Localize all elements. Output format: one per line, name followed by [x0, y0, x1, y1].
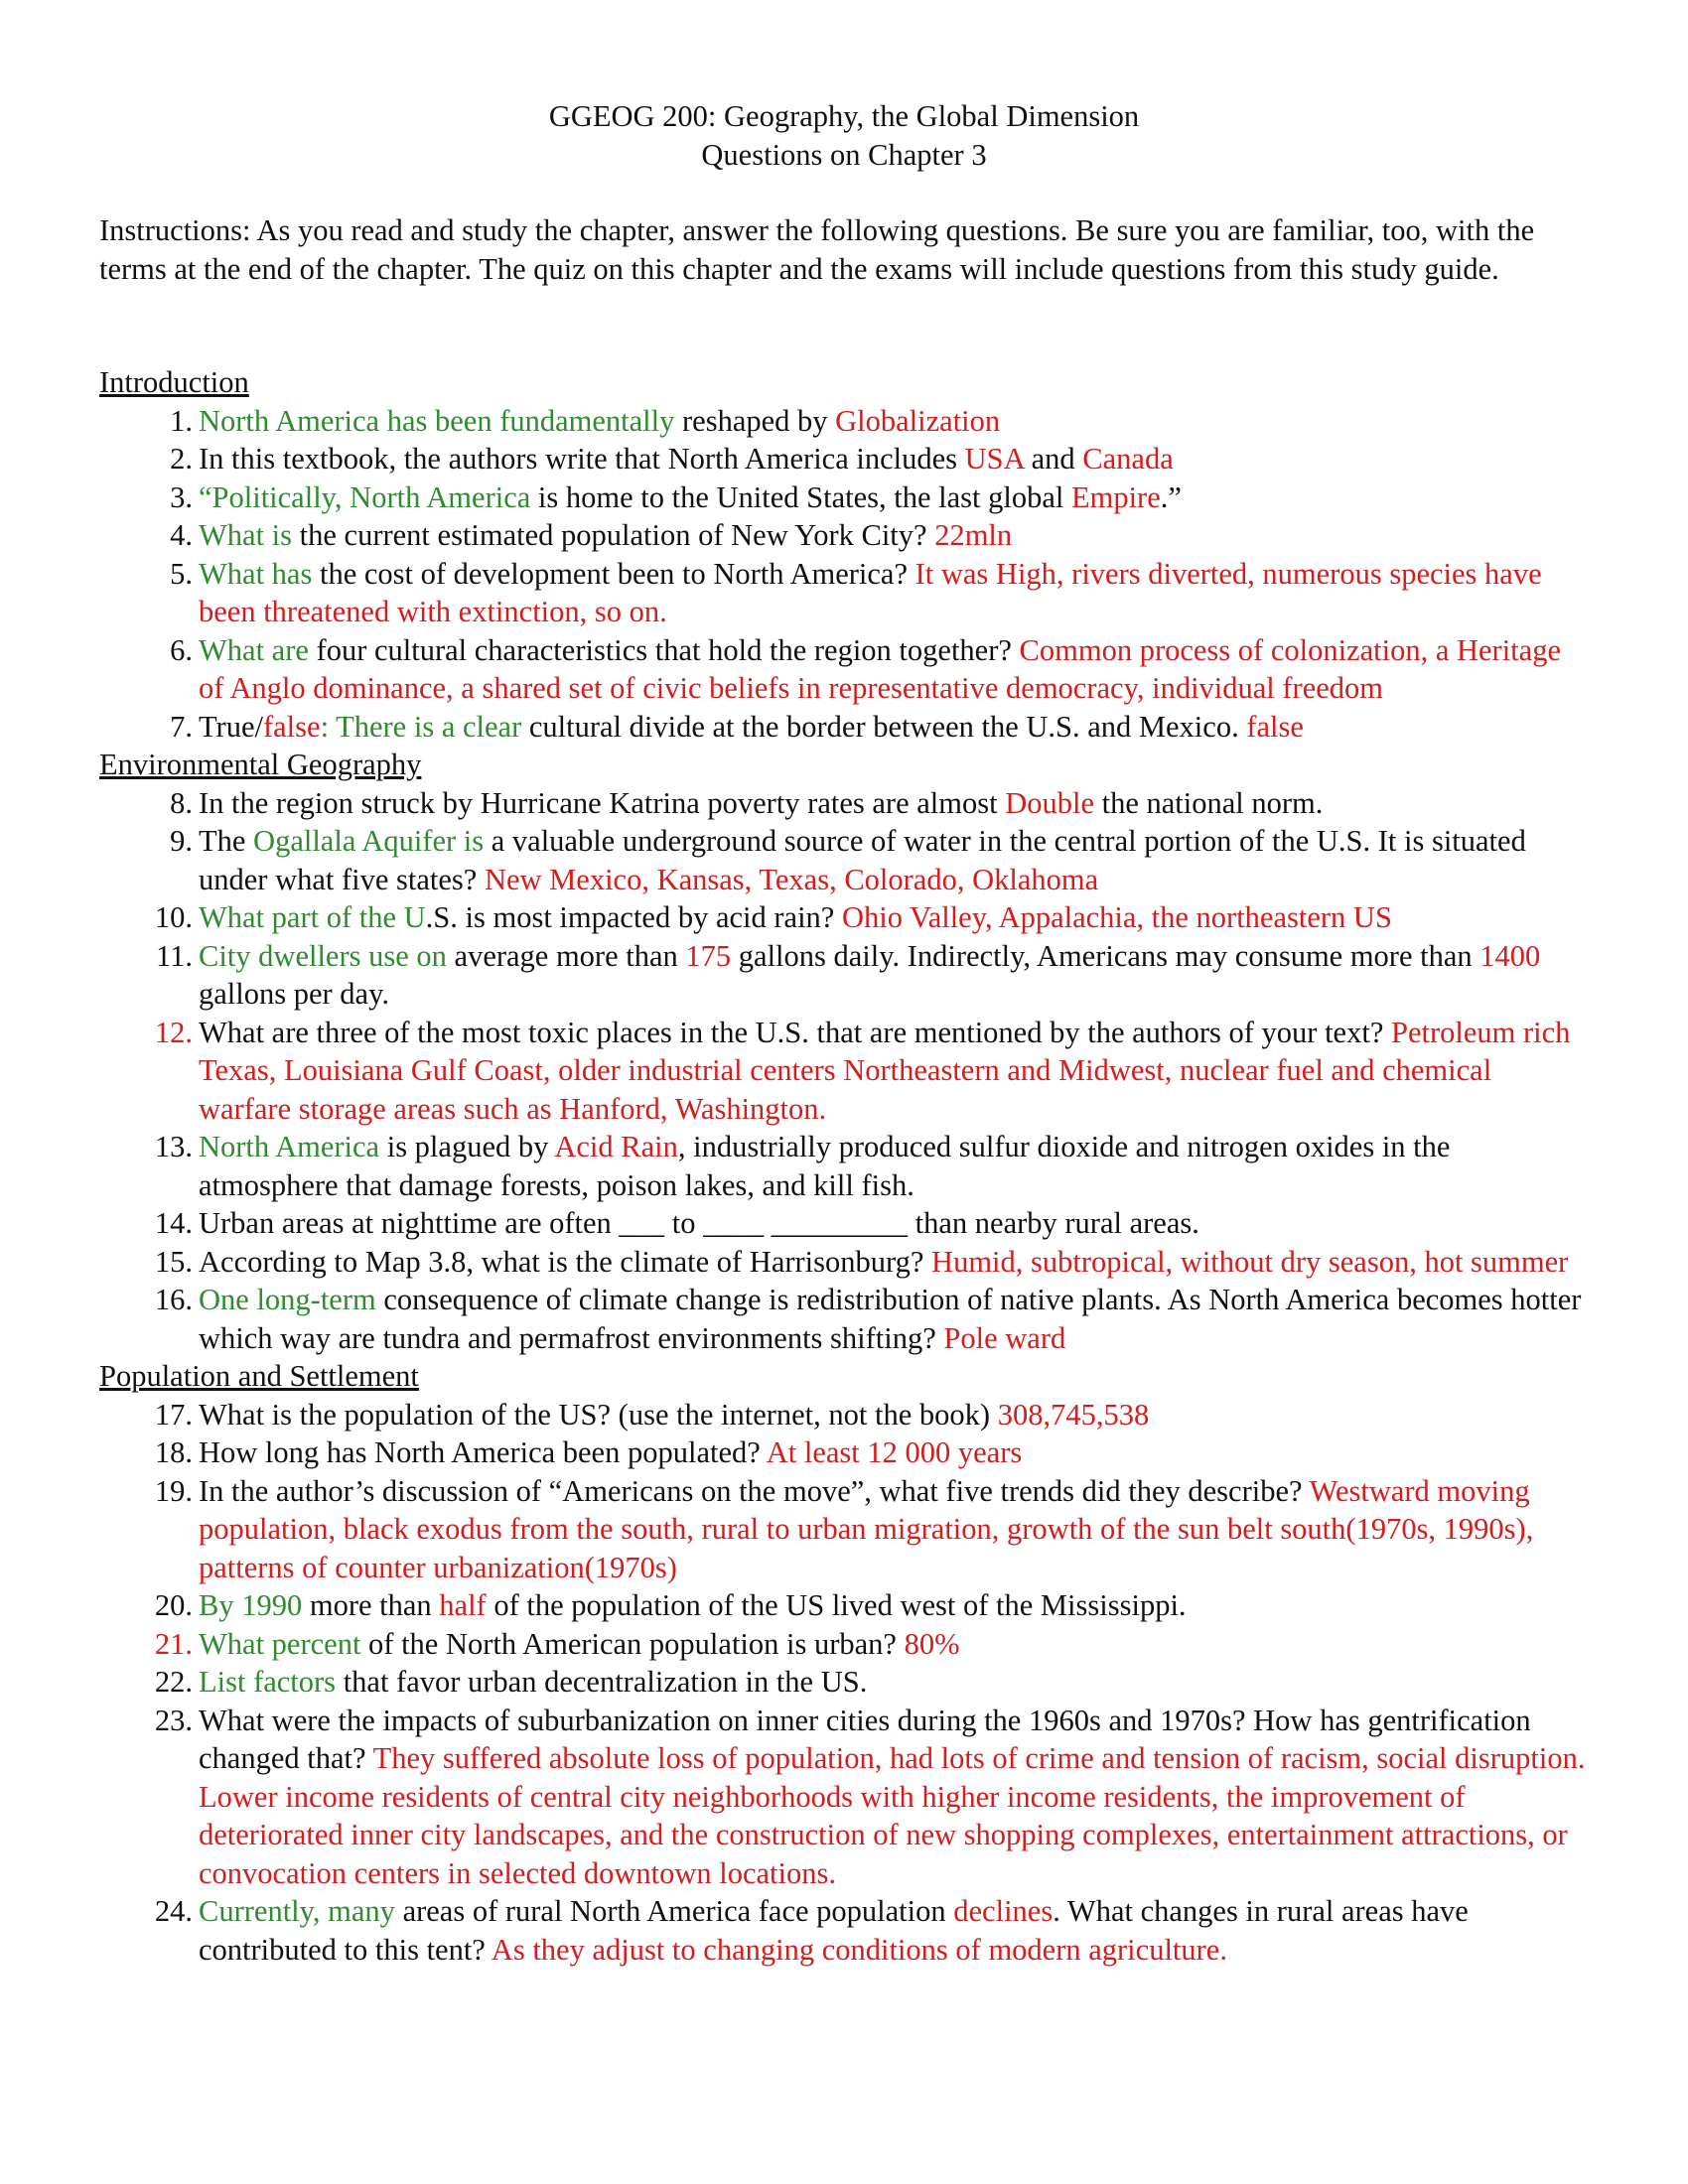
document-header	[0, 97, 1688, 174]
question-number: 9.	[170, 824, 193, 858]
highlighted-text: Currently, many	[199, 1894, 395, 1928]
question-number: 19.	[154, 1473, 193, 1508]
question-text: reshaped by	[674, 403, 836, 438]
answer-text: Globalization	[835, 403, 1001, 438]
answer-text: 308,745,538	[997, 1397, 1150, 1432]
question-item	[99, 1281, 1589, 1357]
question-text: areas of rural North America face population	[394, 1894, 954, 1928]
question-text: What are three of the most toxic places in the U.S. that are mentioned by the authors of your text?	[199, 1015, 1391, 1049]
highlighted-text: Ogallala Aquifer is	[253, 824, 485, 858]
answer-text: 22mln	[934, 518, 1013, 552]
question-number: 8.	[170, 785, 193, 820]
document-subtitle: Questions on Chapter 3	[701, 137, 987, 172]
question-number: 13.	[154, 1130, 193, 1163]
highlighted-text: What part of the U	[199, 900, 426, 934]
highlighted-text: City dwellers use on	[199, 938, 447, 973]
question-text: that favor urban decentralization in the US.	[336, 1665, 868, 1699]
question-item	[99, 784, 1589, 823]
question-number: 3.	[170, 479, 193, 514]
highlighted-text: North America	[199, 1130, 380, 1163]
section-heading: Population and Settlement	[99, 1359, 419, 1393]
question-text: gallons per day.	[199, 977, 389, 1011]
question-item	[99, 1243, 1589, 1282]
question-number: 14.	[154, 1206, 193, 1240]
question-number: 15.	[154, 1244, 193, 1279]
question-text: of the North American population is urban?	[360, 1626, 905, 1661]
answer-text: Pole ward	[943, 1320, 1066, 1355]
question-text: True/	[199, 709, 263, 744]
question-item	[99, 555, 1589, 631]
question-text: . What changes in rural areas have contributed to this tent?	[199, 1894, 1469, 1967]
question-item	[99, 1892, 1589, 1969]
question-text: is home to the United States, the last global	[530, 479, 1071, 514]
highlighted-text: List factors	[199, 1665, 337, 1699]
answer-text: Empire	[1070, 479, 1161, 514]
question-text: gallons daily. Indirectly, Americans may consume more than	[731, 938, 1480, 973]
answer-text: Common process of colonization, a Heritage of Anglo dominance, a shared set of civic beliefs in representative democracy, individual freedom	[199, 632, 1561, 705]
question-item	[99, 1702, 1589, 1893]
question-number: 11.	[156, 938, 193, 973]
question-text: average more than	[446, 938, 686, 973]
section-heading: Environmental Geography	[99, 748, 422, 781]
question-number: 18.	[154, 1435, 193, 1469]
question-list	[99, 784, 1589, 1358]
question-number: 4.	[170, 518, 193, 552]
question-item	[99, 1472, 1589, 1587]
question-item	[99, 822, 1589, 898]
answer-text: Acid Rain	[554, 1130, 678, 1163]
question-item	[99, 440, 1589, 478]
answer-text: They suffered absolute loss of population, had lots of crime and tension of racism, social disruption. Lower income residents of central city neighborhoods with higher income residents, the improvement of deteriorated inner city landscapes, and the construction of new shopping complexes, entertainment attractions, or convocation centers in selected downtown locations.	[199, 1741, 1586, 1890]
highlighted-text: : There is a clear	[320, 709, 522, 744]
question-text: the current estimated population of New York City?	[292, 518, 935, 552]
question-item	[99, 1396, 1589, 1434]
question-item	[99, 516, 1589, 555]
answer-text: false	[1246, 709, 1304, 744]
highlighted-text: North America has been fundamentally	[199, 403, 675, 438]
question-number: 22.	[154, 1665, 193, 1699]
question-text: consequence of climate change is redistribution of native plants. As North America becomes hotter which way are tundra and permafrost environments shifting?	[199, 1283, 1582, 1355]
answer-text: 80%	[904, 1626, 960, 1661]
question-text: In the author’s discussion of “Americans on the move”, what five trends did they describe?	[199, 1473, 1310, 1508]
answer-text: Petroleum rich Texas, Louisiana Gulf Coast, older industrial centers Northeastern and Midwest, nuclear fuel and chemical warfare storage areas such as Hanford, Washington.	[199, 1015, 1571, 1126]
answer-text: USA	[964, 442, 1024, 476]
question-text: , industrially produced sulfur dioxide and nitrogen oxides in the atmosphere that damage forests, poison lakes, and kill fish.	[199, 1130, 1451, 1202]
answer-text: 175	[685, 938, 732, 973]
question-text: the national norm.	[1093, 785, 1324, 820]
question-text: According to Map 3.8, what is the climate of Harrisonburg?	[199, 1244, 932, 1279]
question-text: cultural divide at the border between the U.S. and Mexico.	[521, 709, 1247, 744]
question-number: 23.	[154, 1703, 193, 1737]
highlighted-text: What has	[199, 556, 313, 591]
document-title: GGEOG 200: Geography, the Global Dimension	[548, 99, 1140, 133]
question-item	[99, 1128, 1589, 1204]
question-text: is plagued by	[379, 1130, 555, 1163]
answer-text: New Mexico, Kansas, Texas, Colorado, Oklahoma	[484, 862, 1099, 896]
question-item	[99, 898, 1589, 937]
answer-text: Double	[1005, 785, 1094, 820]
question-text: more than	[302, 1588, 440, 1622]
question-item	[99, 1433, 1589, 1472]
question-number: 24.	[154, 1894, 193, 1928]
highlighted-text: What are	[199, 632, 309, 667]
highlighted-text: “Politically, North America	[199, 479, 531, 514]
question-text: Urban areas at nighttime are often ___ to ____ _________ than nearby rural areas.	[199, 1206, 1199, 1240]
question-item	[99, 402, 1589, 441]
question-number: 16.	[154, 1283, 193, 1316]
answer-text: Westward moving population, black exodus from the south, rural to urban migration, growth of the sun belt south(1970s, 1990s), patterns of counter urbanization(1970s)	[199, 1473, 1534, 1584]
question-item	[99, 708, 1589, 747]
question-text: In the region struck by Hurricane Katrina poverty rates are almost	[199, 785, 1006, 820]
instructions-paragraph: Instructions: As you read and study the chapter, answer the following questions. Be sure you are familiar, too, with the terms at the end of the chapter. The quiz on this chapter and the exams will include questions from this study guide.	[99, 213, 1535, 286]
question-number: 1.	[170, 403, 193, 438]
question-item	[99, 1663, 1589, 1702]
question-list	[99, 1396, 1589, 1970]
answer-text: Canada	[1082, 442, 1174, 476]
highlighted-text: What percent	[199, 1626, 361, 1661]
question-item	[99, 631, 1589, 708]
answer-text: false	[262, 709, 321, 744]
question-text: What were the impacts of suburbanization on inner cities during the 1960s and 1970s? How has gentrification changed that?	[199, 1703, 1531, 1775]
question-number: 2.	[170, 442, 193, 476]
question-list	[99, 402, 1589, 747]
question-text: In this textbook, the authors write that North America includes	[199, 442, 965, 476]
answer-text: half	[439, 1588, 487, 1622]
question-text: and	[1024, 442, 1083, 476]
question-text: a valuable underground source of water in the central portion of the U.S. It is situated under what five states?	[199, 824, 1526, 896]
question-item	[99, 1014, 1589, 1129]
question-item	[99, 937, 1589, 1014]
question-number: 7.	[170, 709, 193, 744]
answer-text: It was High, rivers diverted, numerous species have been threatened with extinction, so on.	[199, 556, 1542, 628]
answer-text: 1400	[1479, 938, 1541, 973]
question-text: The	[199, 824, 254, 858]
answer-text: declines	[953, 1894, 1054, 1928]
section-heading: Introduction	[99, 365, 249, 399]
question-text: .”	[1160, 479, 1182, 514]
question-number: 5.	[170, 556, 193, 591]
highlighted-text: One long-term	[199, 1283, 376, 1316]
question-number: 6.	[170, 632, 193, 667]
question-number: 10.	[154, 900, 193, 934]
answer-text: As they adjust to changing conditions of modern agriculture.	[491, 1932, 1227, 1967]
question-item	[99, 478, 1589, 517]
question-number: 17.	[154, 1397, 193, 1432]
question-text: How long has North America been populated?	[199, 1435, 767, 1469]
question-number: 12.	[154, 1015, 193, 1049]
answer-text: Humid, subtropical, without dry season, hot summer	[931, 1244, 1569, 1279]
highlighted-text: By 1990	[199, 1588, 303, 1622]
question-text: four cultural characteristics that hold the region together?	[308, 632, 1020, 667]
question-item	[99, 1586, 1589, 1625]
question-text: What is the population of the US? (use the internet, not the book)	[199, 1397, 998, 1432]
question-sections	[99, 363, 1589, 1969]
question-text: of the population of the US lived west of the Mississippi.	[486, 1588, 1187, 1622]
answer-text: At least 12 000 years	[766, 1435, 1023, 1469]
question-number: 20.	[154, 1588, 193, 1622]
question-item	[99, 1204, 1589, 1243]
highlighted-text: What is	[199, 518, 293, 552]
question-text: the cost of development been to North America?	[312, 556, 915, 591]
question-text: .S. is most impacted by acid rain?	[425, 900, 842, 934]
question-number: 21.	[154, 1626, 193, 1661]
answer-text: Ohio Valley, Appalachia, the northeastern US	[841, 900, 1392, 934]
question-item	[99, 1625, 1589, 1664]
